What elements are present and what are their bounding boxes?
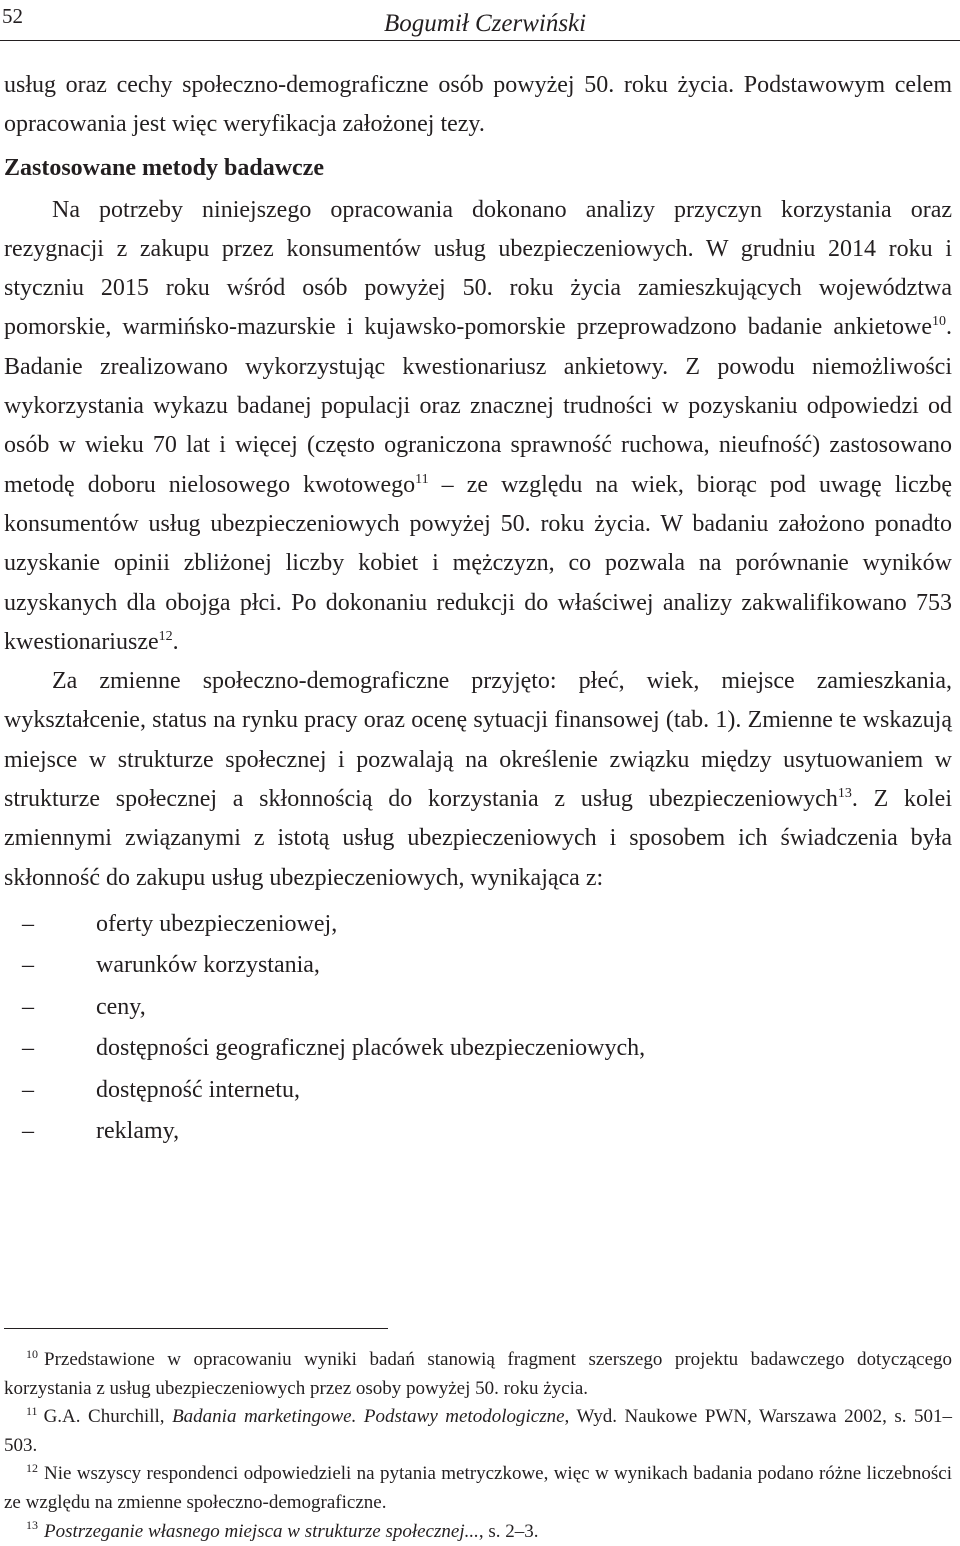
footnote-number: 11 — [26, 1403, 38, 1418]
footnote-ref-11[interactable]: 11 — [415, 471, 429, 487]
dash-bullet: – — [22, 952, 34, 979]
paragraph-methods-text-a: Na potrzeby niniejszego opracowania dokonano analizy przyczyn korzystania oraz rezygnacji z zakupu przez konsumentów usług ubezpieczeniowych. W grudniu 2014 roku i styczniu 2015 roku wśród osób powyżej 50. roku życia zamieszkujących województwa pomorskie, warmińsko-mazurskie i kujawsko-pomorskie przeprowadzono badanie ankietowe — [4, 196, 952, 341]
header-rule — [0, 40, 960, 41]
dash-bullet: – — [22, 1035, 34, 1062]
paragraph-methods-text-c: – ze względu na wiek, biorąc pod uwagę liczbę konsumentów usług ubezpieczeniowych powyżej 50. roku życia. W badaniu założono ponadto uzyskanie opinii zbliżonej liczby kobiet i mężczyzn, co pozwala na porównanie wyników uzyskanych dla obojga płci. Po dokonaniu redukcji do właściwej analizy zakwalifikowano 753 kwestionariusze — [4, 471, 952, 655]
dash-bullet: – — [22, 1117, 34, 1144]
footnote-13: $^{13}$ Postrzeganie własnego miejsca w strukturze społecznej..., s. 2–3. — [26, 1518, 539, 1542]
footnote-ref-10[interactable]: 10 — [932, 314, 946, 330]
paragraph-methods-text-b: . Badanie zrealizowano wykorzystując kwestionariusz ankietowy. Z powodu niemożliwości wykorzystania wykazu badanej populacji oraz znacznej trudności w pozyskaniu odpowiedzi od osób w wieku 70 lat i więcej (często ograniczona sprawność ruchowa, nieufność) zastosowano metodę doboru nielosowego kwotowego — [4, 314, 952, 498]
paragraph-variables-text-b: . Z kolei zmiennymi związanymi z istotą usług ubezpieczeniowych i sposobem ich świadczenia była skłonność do zakupu usług ubezpieczeniowych, wynikająca z: — [4, 786, 952, 891]
page-number: 52 — [2, 4, 23, 28]
footnote-number: 12 — [26, 1461, 38, 1476]
list-item: – warunków korzystania, — [4, 945, 952, 986]
list-item: – reklamy, — [4, 1111, 952, 1152]
footnote-separator — [4, 1328, 388, 1329]
paragraph-variables — [4, 662, 952, 898]
body-text — [4, 66, 952, 1152]
dash-bullet: – — [22, 993, 34, 1020]
section-heading: Zastosowane metody badawcze — [4, 154, 324, 181]
list-item: – dostępności geograficznej placówek ubezpieczeniowych, — [4, 1028, 952, 1069]
footnote-number: 13 — [26, 1518, 38, 1533]
paragraph-methods — [4, 191, 952, 663]
paragraph-methods-text-d: . — [172, 628, 179, 655]
cited-title: Badania marketingowe. Podstawy metodologiczne — [172, 1406, 565, 1428]
running-header — [0, 0, 960, 44]
dash-bullet: – — [22, 910, 34, 937]
paragraph-variables-text-a: Za zmienne społeczno-demograficzne przyjęto: płeć, wiek, miejsce zamieszkania, wykształcenie, status na rynku pracy oraz ocenę sytuacji finansowej (tab. 1). Zmienne te wskazują miejsce w strukturze społecznej i pozwalają na określenie związku między usytuowaniem w strukturze społecznej a skłonnością do korzystania z usług ubezpieczeniowych — [4, 668, 952, 813]
footnote-12: $^{12}$ Nie wszyscy respondenci odpowiedzieli na pytania metryczkowe, więc w wynikach badania podano różne liczebności ze względu na zmienne społeczno-demograficzne. — [4, 1461, 952, 1513]
footnote-ref-12[interactable]: 12 — [158, 628, 173, 644]
factor-list — [4, 904, 952, 1152]
dash-bullet: – — [22, 1076, 34, 1103]
list-item: – oferty ubezpieczeniowej, — [4, 904, 952, 945]
cited-title: Postrzeganie własnego miejsca w strukturze społecznej... — [44, 1520, 479, 1542]
footnote-11: $^{11}$ G.A. Churchill, Badania marketingowe. Podstawy metodologiczne, Wyd. Naukowe PWN, Warszawa 2002, s. 501–503. — [4, 1403, 952, 1456]
list-item: – ceny, — [4, 987, 952, 1028]
footnote-10: $^{10}$ Przedstawione w opracowaniu wyniki badań stanowią fragment szerszego projektu badawczego dotyczącego korzystania z usług ubezpieczeniowych przez osoby powyżej 50. roku życia. — [4, 1346, 952, 1399]
footnote-ref-13[interactable]: 13 — [837, 786, 852, 802]
list-item: – dostępność internetu, — [4, 1070, 952, 1111]
footnotes — [4, 1346, 952, 1546]
footnote-number: 10 — [26, 1346, 38, 1361]
paragraph-intro: usług oraz cechy społeczno-demograficzne osób powyżej 50. roku życia. Podstawowym celem opracowania jest więc weryfikacja założonej tezy. — [4, 72, 952, 138]
running-author: Bogumił Czerwiński — [384, 10, 587, 37]
